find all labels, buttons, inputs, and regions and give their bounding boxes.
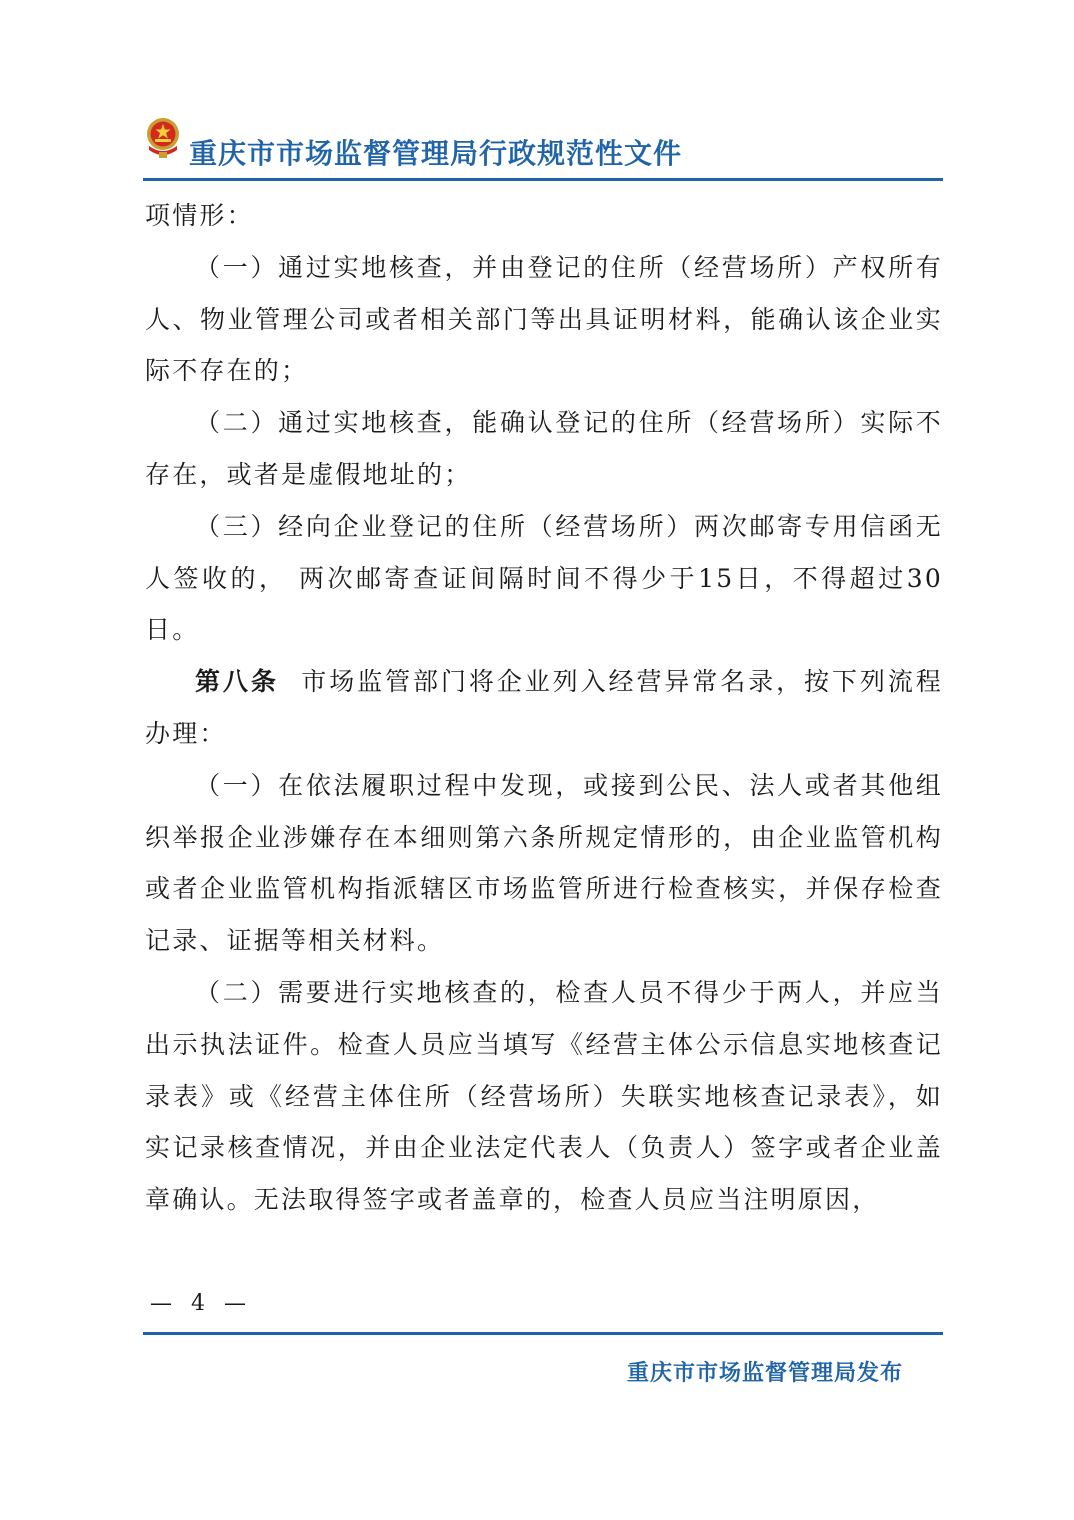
article-paragraph bbox=[145, 656, 943, 760]
header-divider bbox=[143, 178, 943, 181]
paragraph: （二）通过实地核查，能确认登记的住所（经营场所）实际不存在，或者是虚假地址的； bbox=[145, 408, 943, 489]
article-label: 第八条 bbox=[195, 667, 279, 697]
document-header bbox=[143, 112, 943, 182]
national-emblem-icon bbox=[143, 116, 183, 160]
document-body bbox=[145, 190, 943, 1226]
footer-publisher: 重庆市市场监督管理局发布 bbox=[626, 1361, 903, 1386]
paragraph: （一）在依法履职过程中发现，或接到公民、法人或者其他组织举报企业涉嫌存在本细则第六条所规定情形的，由企业监管机构或者企业监管机构指派辖区市场监管所进行检查核实，并保存检查记录、证据等相关材料。 bbox=[145, 770, 943, 956]
page-number: — 4 — bbox=[150, 1291, 252, 1316]
header-title: 重庆市市场监督管理局行政规范性文件 bbox=[189, 137, 683, 170]
paragraph: （二）需要进行实地核查的，检查人员不得少于两人，并应当出示执法证件。检查人员应当填写《经营主体公示信息实地核查记录表》或《经营主体住所（经营场所）失联实地核查记录表》，如实记录核查情况，并由企业法定代表人（负责人）签字或者企业盖章确认。无法取得签字或者盖章的，检查人员应当注明原因， bbox=[145, 977, 943, 1215]
paragraph: （一）通过实地核查，并由登记的住所（经营场所）产权所有人、物业管理公司或者相关部门等出具证明材料，能确认该企业实际不存在的； bbox=[145, 252, 943, 386]
footer-divider bbox=[143, 1332, 943, 1335]
article-text: 市场监管部门将企业列入经营异常名录，按下列流程办理： bbox=[145, 667, 943, 748]
paragraph: （三）经向企业登记的住所（经营场所）两次邮寄专用信函无人签收的， 两次邮寄查证间隔时间不得少于15日，不得超过30日。 bbox=[145, 511, 943, 645]
paragraph: 项情形： bbox=[145, 201, 254, 230]
